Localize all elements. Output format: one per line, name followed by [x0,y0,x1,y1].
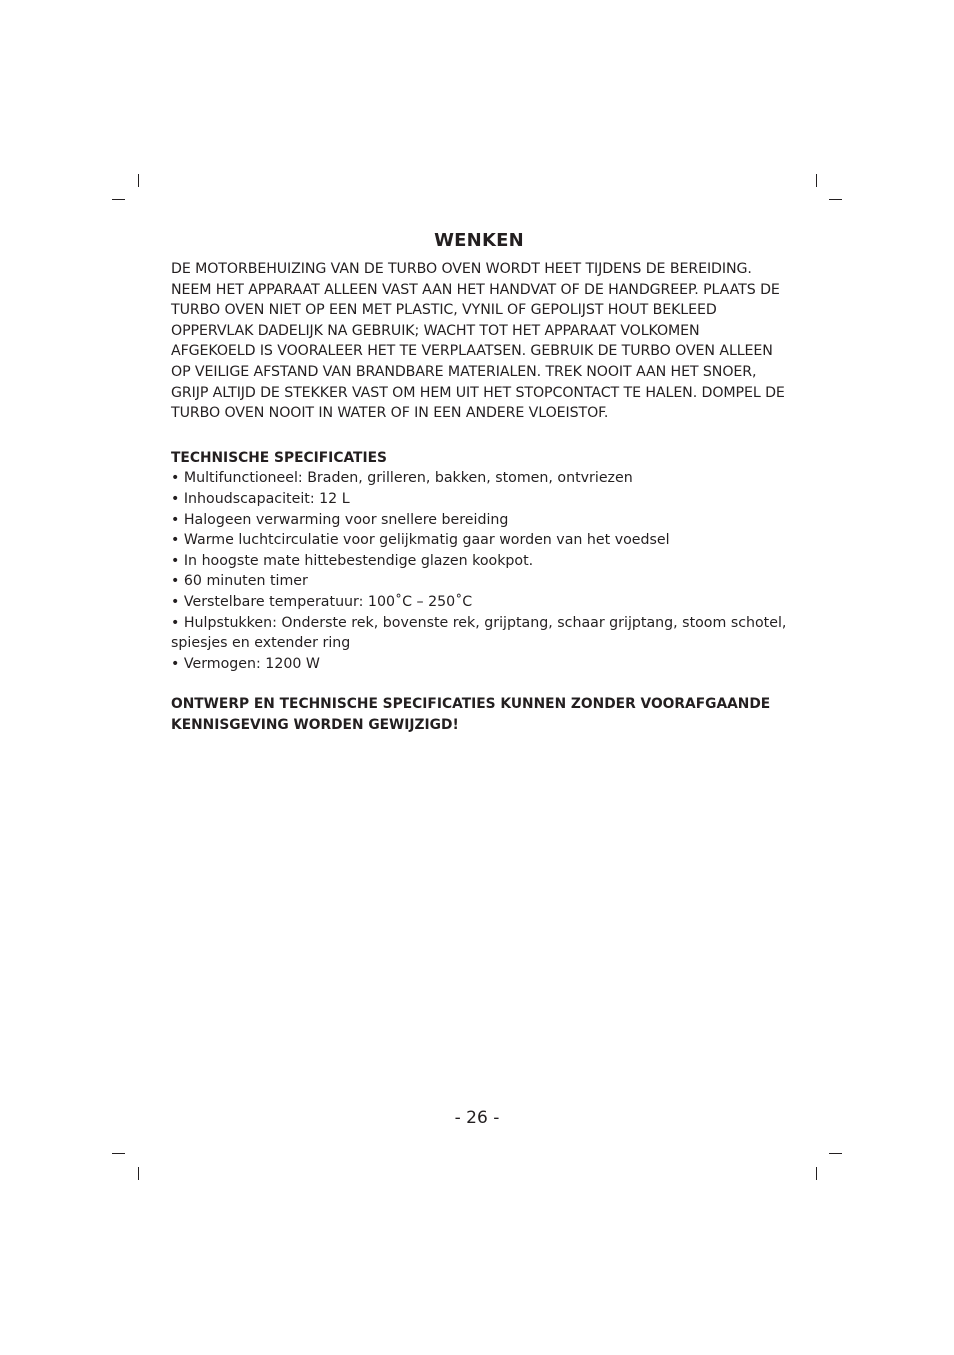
list-item: • Vermogen: 1200 W [171,655,320,672]
list-item: • Multifunctioneel: Braden, grilleren, bakken, stomen, ontvriezen [171,470,633,487]
specs-list [171,468,787,674]
crop-mark-bottom-left-vertical [138,1167,139,1180]
list-item: • Warme luchtcirculatie voor gelijkmatig gaar worden van het voedsel [171,532,670,549]
page-number: - 26 - [454,1108,500,1128]
crop-mark-bottom-right-vertical [816,1167,817,1180]
list-item: • 60 minuten timer [171,573,308,590]
page-title: WENKEN [434,230,524,251]
crop-mark-top-left-horizontal [112,199,125,200]
list-item: • In hoogste mate hittebestendige glazen kookpot. [171,552,534,569]
specs-heading: TECHNISCHE SPECIFICATIES [171,449,387,466]
crop-mark-bottom-left-horizontal [112,1153,125,1154]
crop-mark-top-right-horizontal [829,199,842,200]
intro-paragraph: DE MOTORBEHUIZING VAN DE TURBO OVEN WORDT HEET TIJDENS DE BEREIDING. NEEM HET APPARAAT ALLEEN VAST AAN HET HANDVAT OF DE HANDGREEP. PLAATS DE TURBO OVEN NIET OP EEN MET PLASTIC, VYNIL OF GEPOLIJST HOUT BEKLEED OPPERVLAK DADELIJK NA GEBRUIK; WACHT TOT HET APPARAAT VOLKOMEN AFGEKOELD IS VOORALEER HET TE VERPLAATSEN. GEBRUIK DE TURBO OVEN ALLEEN OP VEILIGE AFSTAND VAN BRANDBARE MATERIALEN. TREK NOOIT AAN HET SNOER, GRIJP ALTIJD DE STEKKER VAST OM HEM UIT HET STOPCONTACT TE HALEN. DOMPEL DE TURBO OVEN NOOIT IN WATER OF IN EEN ANDERE VLOEISTOF. [171,261,785,422]
change-notice: ONTWERP EN TECHNISCHE SPECIFICATIES KUNNEN ZONDER VOORAFGAANDE KENNISGEVING WORDEN GEWIJZIGD! [171,696,771,733]
list-item: • Inhoudscapaciteit: 12 L [171,490,350,507]
crop-mark-bottom-right-horizontal [829,1153,842,1154]
crop-mark-top-right-vertical [816,174,817,187]
list-item: • Halogeen verwarming voor snellere bereiding [171,511,509,528]
crop-mark-top-left-vertical [138,174,139,187]
list-item: • Hulpstukken: Onderste rek, bovenste rek, grijptang, schaar grijptang, stoom schotel, spiesjes en extender ring [171,614,787,652]
page-content [171,230,787,735]
list-item: • Verstelbare temperatuur: 100˚C – 250˚C [171,593,473,610]
